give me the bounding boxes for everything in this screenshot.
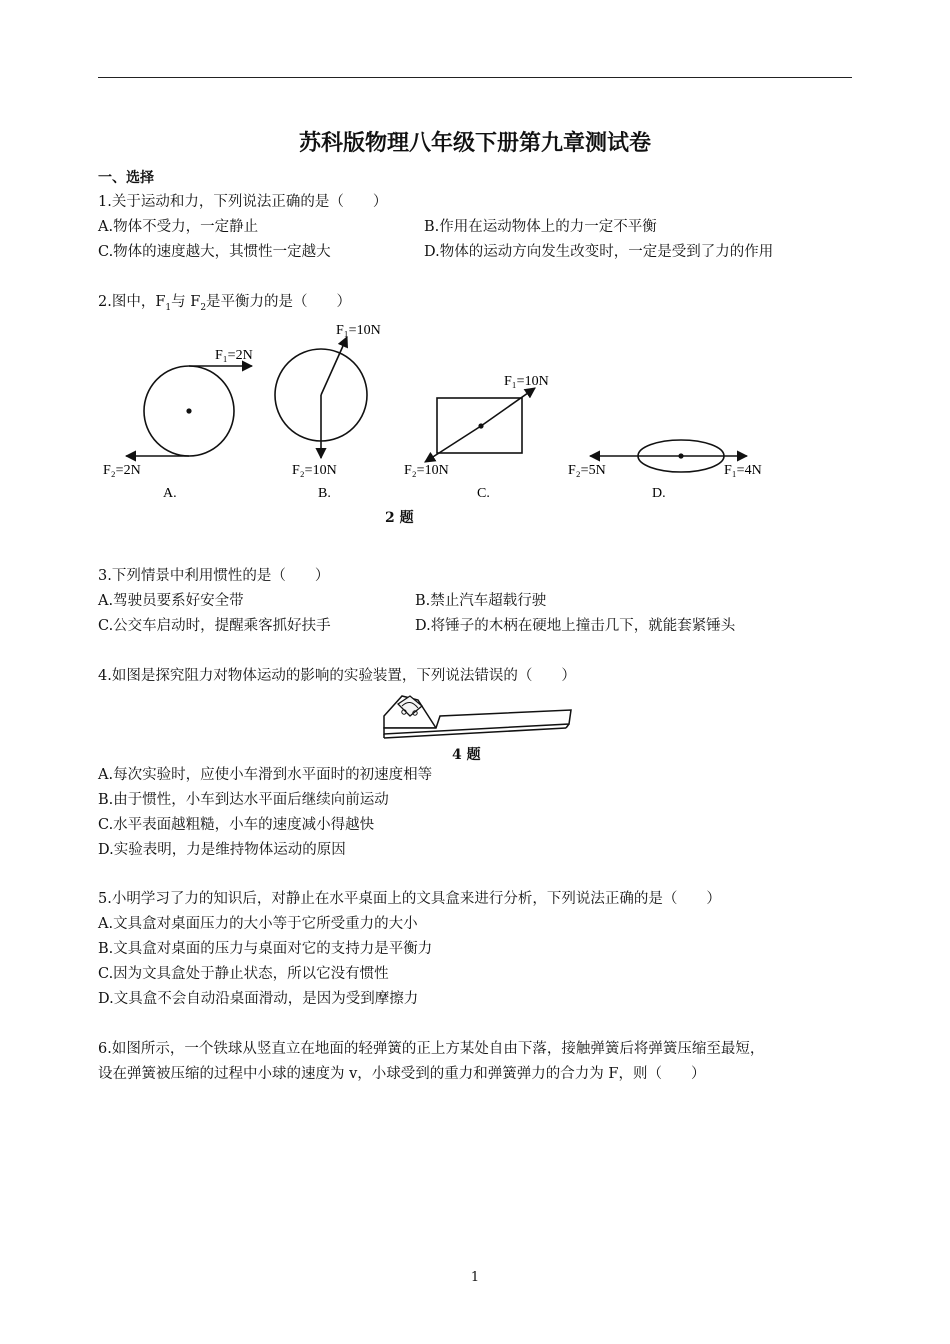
q4-option-a: A.每次实验时，应使小车滑到水平面时的初速度相等 (98, 767, 433, 783)
q2-stem-pre: 2.图中，F (98, 294, 166, 310)
fig-d-f2-label: F₂=5N (568, 463, 606, 478)
q2-fig-c (404, 374, 549, 501)
q2-fig-d (568, 440, 762, 501)
q2-fig-b (275, 323, 381, 501)
q4-caption: 4 题 (452, 747, 481, 763)
fig-b-f1-label: F₁=10N (336, 323, 381, 338)
q1-option-c: C.物体的速度越大，其惯性一定越大 (98, 244, 331, 260)
fig-c-f1-arrow (481, 388, 535, 426)
q2-figure (0, 0, 950, 540)
fig-a-f2-label: F₂=2N (103, 463, 141, 478)
q4-option-c: C.水平表面越粗糙，小车的速度减小得越快 (98, 817, 375, 833)
q1-option-b: B.作用在运动物体上的力一定不平衡 (424, 219, 657, 235)
q1-option-d: D.物体的运动方向发生改变时，一定是受到了力的作用 (424, 244, 774, 260)
fig-c-f2-arrow (425, 426, 481, 462)
q2-fig-a (103, 348, 253, 501)
q3-stem: 3.下列情景中利用惯性的是（ ） (98, 568, 330, 584)
fig-b-f1-arrow (321, 337, 347, 395)
q6-line1: 6.如图所示，一个铁球从竖直立在地面的轻弹簧的正上方某处自由下落，接触弹簧后将弹簧压缩至最短， (98, 1041, 765, 1057)
q4-stem: 4.如图是探究阻力对物体运动的影响的实验装置，下列说法错误的（ ） (98, 668, 576, 684)
q5-option-b: B.文具盒对桌面的压力与桌面对它的支持力是平衡力 (98, 941, 433, 957)
q4-option-d: D.实验表明，力是维持物体运动的原因 (98, 842, 346, 858)
q5-option-a: A.文具盒对桌面压力的大小等于它所受重力的大小 (98, 916, 418, 932)
q6-line2: 设在弹簧被压缩的过程中小球的速度为 v，小球受到的重力和弹簧弹力的合力为 F，则（ ） (98, 1066, 706, 1082)
fig-b-f2-label: F₂=10N (292, 463, 337, 478)
fig-c-f1-label: F₁=10N (504, 374, 549, 389)
q5-option-d: D.文具盒不会自动沿桌面滑动，是因为受到摩擦力 (98, 991, 419, 1007)
fig-d-f1-label: F₁=4N (724, 463, 762, 478)
q2-sub1: 1 (165, 302, 172, 313)
section-heading: 一、选择 (98, 170, 154, 186)
q3-option-d: D.将锤子的木柄在硬地上撞击几下，就能套紧锤头 (415, 618, 736, 634)
q1-stem: 1.关于运动和力，下列说法正确的是（ ） (98, 194, 388, 210)
q3-option-c: C.公交车启动时，提醒乘客抓好扶手 (98, 618, 331, 634)
q2-stem-post: 是平衡力的是（ ） (206, 294, 352, 310)
fig-a-option-label: A. (163, 486, 177, 501)
q3-option-b: B.禁止汽车超载行驶 (415, 593, 547, 609)
q4-figure (380, 690, 575, 746)
q2-stem-mid: 与 F (171, 294, 201, 310)
q4-option-b: B.由于惯性，小车到达水平面后继续向前运动 (98, 792, 389, 808)
fig-d-option-label: D. (652, 486, 666, 501)
q5-stem: 5.小明学习了力的知识后，对静止在水平桌面上的文具盒来进行分析，下列说法正确的是（ ） (98, 891, 721, 907)
fig-a-center-dot (186, 408, 191, 413)
fig-c-option-label: C. (477, 486, 490, 501)
fig-b-option-label: B. (318, 486, 331, 501)
q5-option-c: C.因为文具盒处于静止状态，所以它没有惯性 (98, 966, 389, 982)
q2-sub2: 2 (200, 302, 207, 313)
fig-a-f1-label: F₁=2N (215, 348, 253, 363)
page-title: 苏科版物理八年级下册第九章测试卷 (298, 131, 651, 156)
q1-option-a: A.物体不受力，一定静止 (98, 219, 259, 235)
q3-option-a: A.驾驶员要系好安全带 (98, 593, 244, 609)
q2-caption: 2 题 (385, 510, 414, 526)
fig-c-f2-label: F₂=10N (404, 463, 449, 478)
page-number: 1 (470, 1270, 480, 1285)
